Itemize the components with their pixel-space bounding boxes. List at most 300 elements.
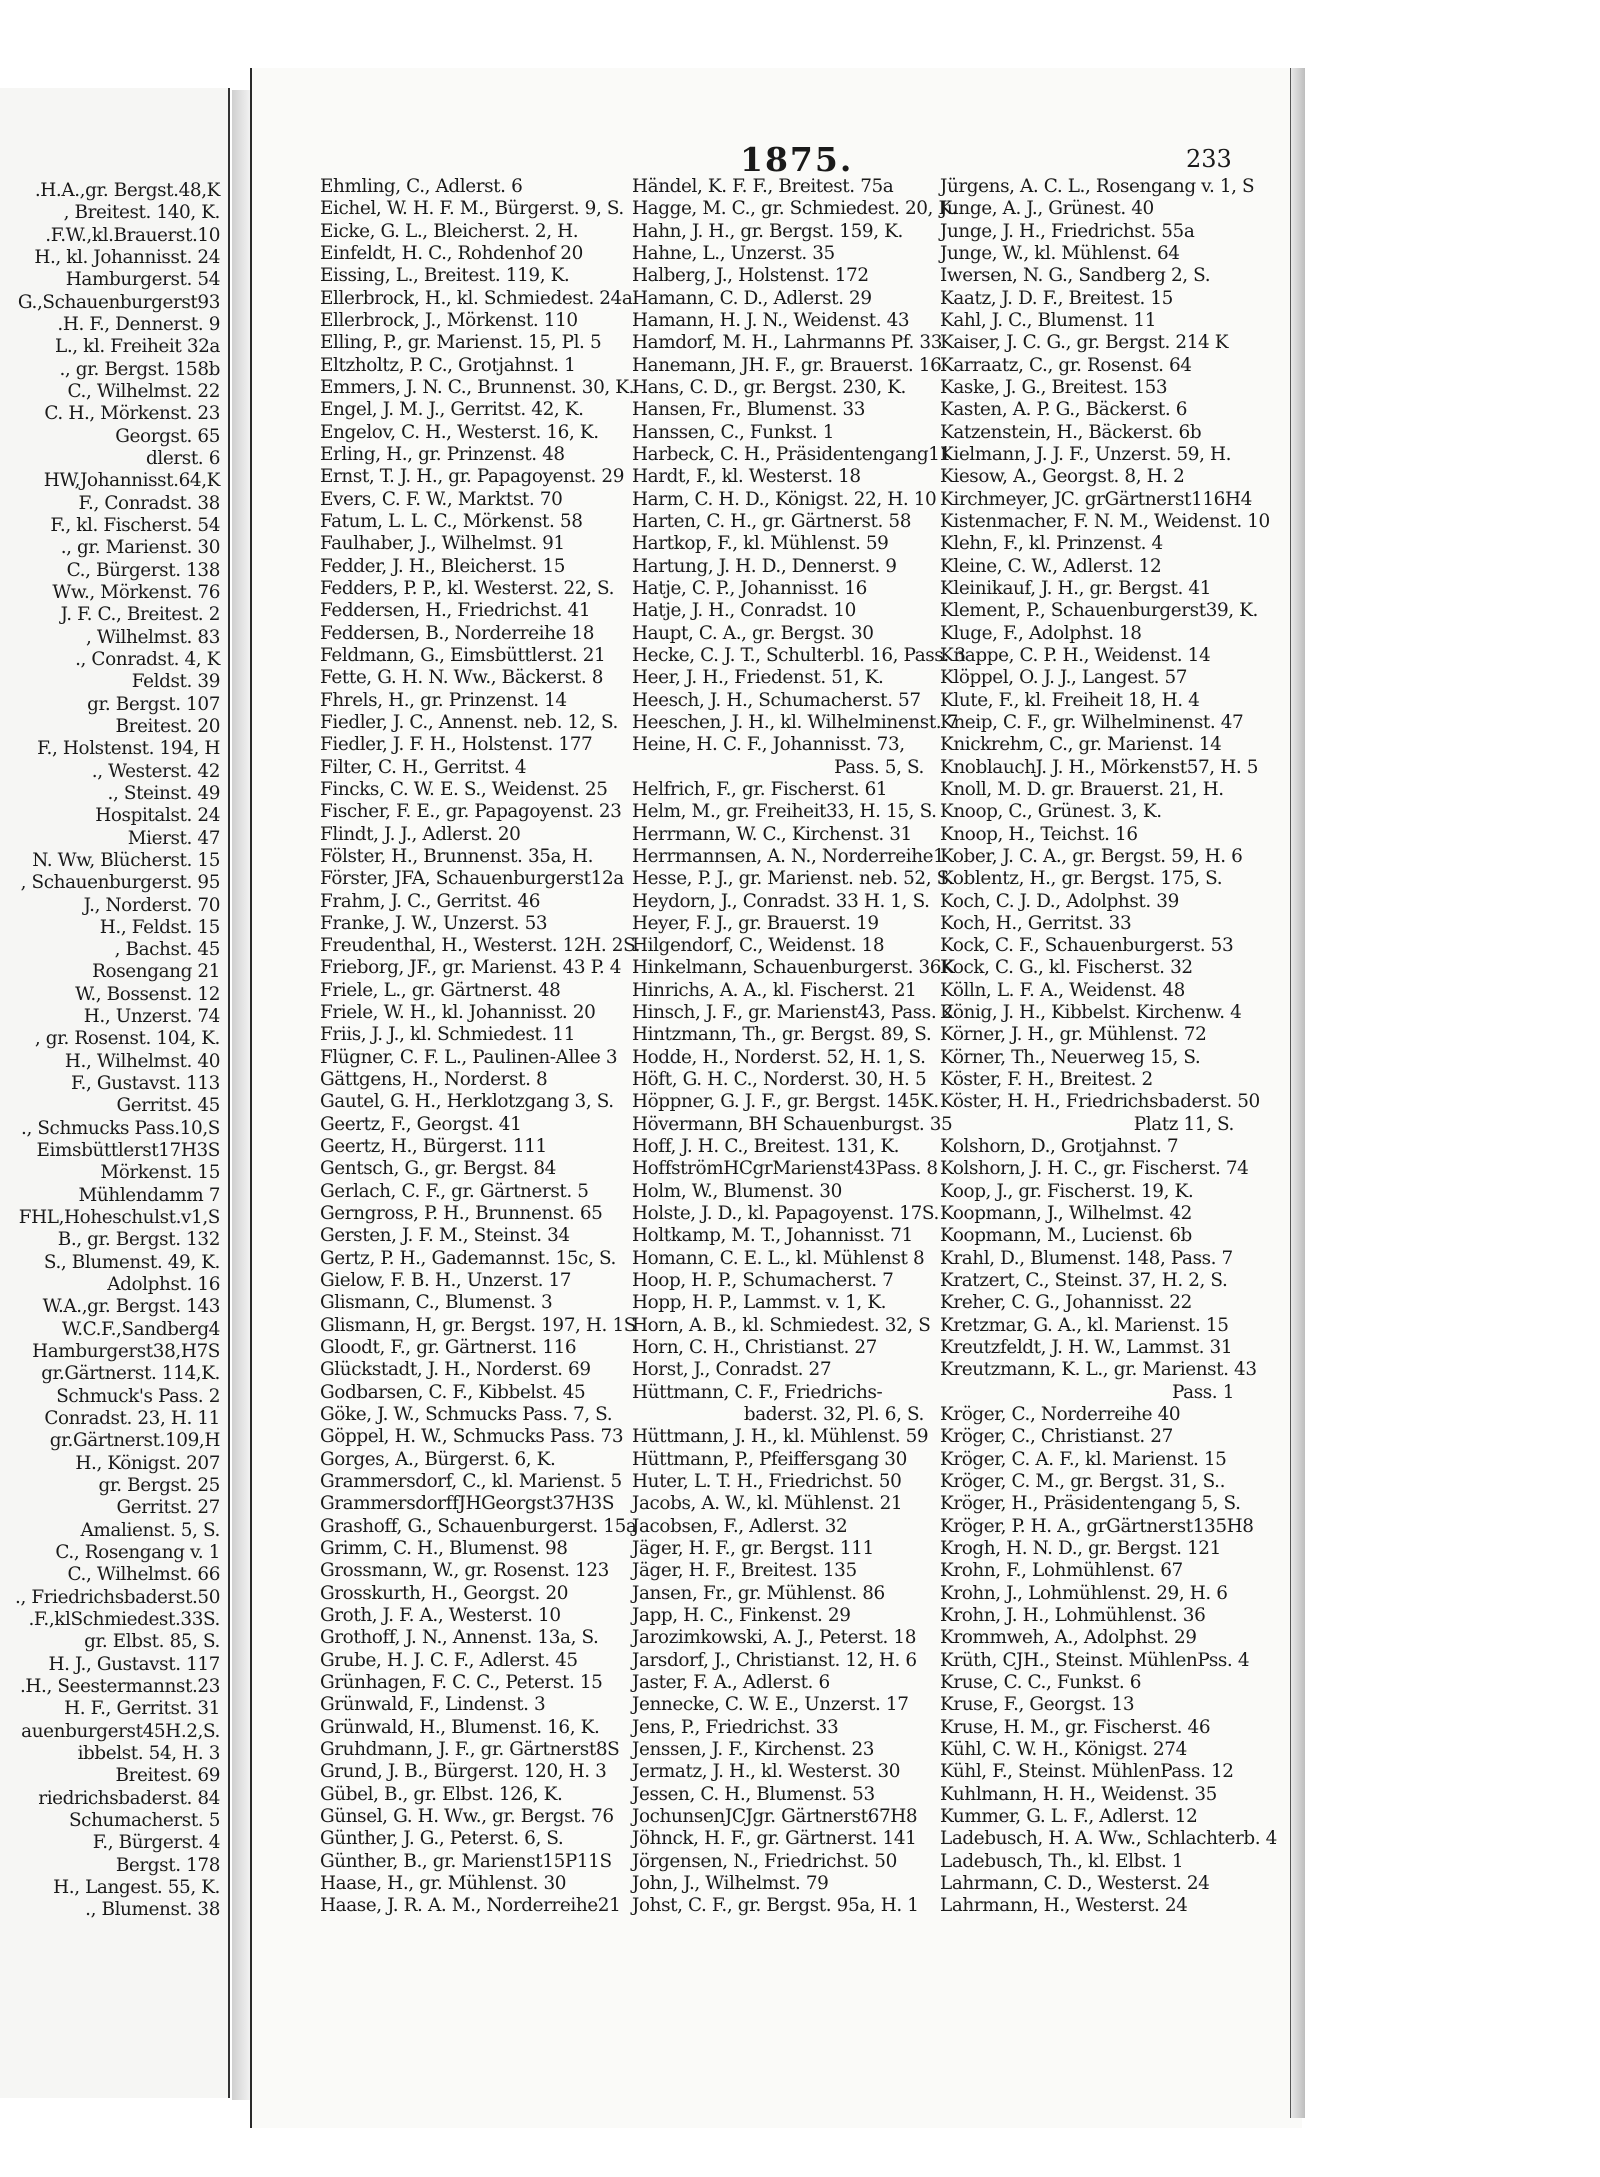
left-page-entry: Mörkenst. 15 bbox=[100, 1162, 220, 1184]
left-page-entry: W.A.,gr. Bergst. 143 bbox=[42, 1296, 220, 1318]
directory-entry: Gersten, J. F. M., Steinst. 34 bbox=[320, 1225, 570, 1247]
directory-entry: Engelov, C. H., Westerst. 16, K. bbox=[320, 421, 599, 443]
directory-entry: Geertz, F., Georgst. 41 bbox=[320, 1113, 522, 1135]
directory-entry: Gerngross, P. H., Brunnenst. 65 bbox=[320, 1203, 603, 1225]
directory-entry: Helm, M., gr. Freiheit33, H. 15, S. bbox=[632, 801, 937, 823]
directory-entry: Koop, J., gr. Fischerst. 19, K. bbox=[940, 1180, 1194, 1202]
directory-entry: Gerlach, C. F., gr. Gärtnerst. 5 bbox=[320, 1180, 589, 1202]
left-page-entry: C. H., Mörkenst. 23 bbox=[44, 403, 220, 425]
left-page-entry: Bergst. 178 bbox=[115, 1854, 220, 1876]
directory-entry: Frieborg, JF., gr. Marienst. 43 P. 4 bbox=[320, 957, 622, 979]
directory-entry: Kluge, F., Adolphst. 18 bbox=[940, 622, 1142, 644]
directory-entry: Gorges, A., Bürgerst. 6, K. bbox=[320, 1448, 556, 1470]
left-page-entry: , Bachst. 45 bbox=[114, 939, 220, 961]
left-page-entry: F., kl. Fischerst. 54 bbox=[50, 514, 220, 536]
directory-entry: Fiedler, J. F. H., Holstenst. 177 bbox=[320, 734, 593, 756]
directory-entry: Hahn, J. H., gr. Bergst. 159, K. bbox=[632, 220, 903, 242]
directory-entry: Kruse, F., Georgst. 13 bbox=[940, 1694, 1135, 1716]
directory-entry: Koblentz, H., gr. Bergst. 175, S. bbox=[940, 868, 1223, 890]
directory-entry: Kock, C. G., kl. Fischerst. 32 bbox=[940, 957, 1193, 979]
directory-entry: Eissing, L., Breitest. 119, K. bbox=[320, 265, 570, 287]
directory-entry: Jäger, H. F., Breitest. 135 bbox=[632, 1560, 857, 1582]
directory-entry: Kölln, L. F. A., Weidenst. 48 bbox=[940, 979, 1185, 1001]
left-page-entry: C., Wilhelmst. 66 bbox=[67, 1564, 220, 1586]
directory-entry: Ladebusch, Th., kl. Elbst. 1 bbox=[940, 1850, 1184, 1872]
directory-entry: Kaiser, J. C. G., gr. Bergst. 214 K bbox=[940, 332, 1229, 354]
directory-entry: Karraatz, C., gr. Rosenst. 64 bbox=[940, 354, 1192, 376]
left-page-entry: Mierst. 47 bbox=[127, 827, 220, 849]
directory-entry: Haase, H., gr. Mühlenst. 30 bbox=[320, 1872, 567, 1894]
directory-entry: Glismann, H, gr. Bergst. 197, H. 1S bbox=[320, 1314, 636, 1336]
directory-entry: Knoll, M. D. gr. Brauerst. 21, H. bbox=[940, 778, 1224, 800]
directory-entry: Hagge, M. C., gr. Schmiedest. 20, K. bbox=[632, 198, 958, 220]
directory-entry: Klement, P., Schauenburgerst39, K. bbox=[940, 600, 1258, 622]
left-page-entry: Eimsbüttlerst17H3S bbox=[36, 1140, 220, 1162]
left-page-entry: HW,Johannisst.64,K bbox=[43, 470, 220, 492]
directory-entry: Göke, J. W., Schmucks Pass. 7, S. bbox=[320, 1404, 613, 1426]
directory-entry: Holtkamp, M. T., Johannisst. 71 bbox=[632, 1225, 913, 1247]
left-page-entry: N. Ww, Blücherst. 15 bbox=[32, 849, 220, 871]
directory-entry: Kasten, A. P. G., Bäckerst. 6 bbox=[940, 399, 1188, 421]
directory-entry: Hamann, C. D., Adlerst. 29 bbox=[632, 287, 872, 309]
left-page-entry: , Breitest. 140, K. bbox=[63, 202, 220, 224]
directory-entry: Gautel, G. H., Herklotzgang 3, S. bbox=[320, 1091, 614, 1113]
left-page-entry: Gerritst. 45 bbox=[116, 1095, 220, 1117]
directory-entry: Friele, W. H., kl. Johannisst. 20 bbox=[320, 1002, 596, 1024]
directory-entry: Hoff, J. H. C., Breitest. 131, K. bbox=[632, 1136, 900, 1158]
directory-entry: Glückstadt, J. H., Norderst. 69 bbox=[320, 1359, 591, 1381]
directory-entry: Lahrmann, H., Westerst. 24 bbox=[940, 1895, 1188, 1917]
directory-entry: Halberg, J., Holstenst. 172 bbox=[632, 265, 869, 287]
directory-entry: Katzenstein, H., Bäckerst. 6b bbox=[940, 421, 1202, 443]
directory-entry: Kock, C. F., Schauenburgerst. 53 bbox=[940, 935, 1234, 957]
directory-entry: Hövermann, BH Schauenburgst. 35 bbox=[632, 1113, 953, 1135]
left-page-entry: Hospitalst. 24 bbox=[95, 805, 220, 827]
directory-entry: Junge, A. J., Grünest. 40 bbox=[940, 198, 1154, 220]
directory-entry: Kirchmeyer, JC. grGärtnerst116H4 bbox=[940, 488, 1252, 510]
directory-entry: Heine, H. C. F., Johannisst. 73, bbox=[632, 734, 905, 756]
left-page-entry: H., Königst. 207 bbox=[75, 1452, 220, 1474]
directory-entry: Jacobs, A. W., kl. Mühlenst. 21 bbox=[632, 1493, 903, 1515]
directory-entry: Hinsch, J. F., gr. Marienst43, Pass. 2 bbox=[632, 1002, 954, 1024]
directory-entry: Kleine, C. W., Adlerst. 12 bbox=[940, 555, 1162, 577]
directory-entry: Lahrmann, C. D., Westerst. 24 bbox=[940, 1872, 1210, 1894]
directory-entry: Höft, G. H. C., Norderst. 30, H. 5 bbox=[632, 1069, 927, 1091]
book-gutter bbox=[232, 90, 250, 2100]
left-page-entry: dlerst. 6 bbox=[146, 447, 220, 469]
directory-entry: Iwersen, N. G., Sandberg 2, S. bbox=[940, 265, 1211, 287]
directory-entry: Hesse, P. J., gr. Marienst. neb. 52, S. bbox=[632, 868, 954, 890]
directory-entry: Jenssen, J. F., Kirchenst. 23 bbox=[632, 1738, 875, 1760]
directory-entry: Grosskurth, H., Georgst. 20 bbox=[320, 1582, 569, 1604]
directory-entry: Kahl, J. C., Blumenst. 11 bbox=[940, 309, 1157, 331]
directory-entry: Kober, J. C. A., gr. Bergst. 59, H. 6 bbox=[940, 845, 1243, 867]
directory-entry: Helfrich, F., gr. Fischerst. 61 bbox=[632, 778, 888, 800]
directory-entry: JochunsenJCJgr. Gärtnerst67H8 bbox=[632, 1805, 918, 1827]
directory-entry: Feddersen, B., Norderreihe 18 bbox=[320, 622, 595, 644]
directory-entry: Heer, J. H., Friedenst. 51, K. bbox=[632, 667, 884, 689]
directory-entry: Erling, H., gr. Prinzenst. 48 bbox=[320, 443, 565, 465]
directory-entry: Kuhlmann, H. H., Weidenst. 35 bbox=[940, 1783, 1217, 1805]
directory-entry: Hecke, C. J. T., Schulterbl. 16, Pass. 3 bbox=[632, 644, 966, 666]
directory-entry: Ellerbrock, H., kl. Schmiedest. 24a bbox=[320, 287, 633, 309]
directory-entry: Harten, C. H., gr. Gärtnerst. 58 bbox=[632, 510, 911, 532]
directory-entry: Jörgensen, N., Friedrichst. 50 bbox=[632, 1850, 897, 1872]
directory-entry: Eicke, G. L., Bleicherst. 2, H. bbox=[320, 220, 579, 242]
directory-entry: Kreutzfeldt, J. H. W., Lammst. 31 bbox=[940, 1337, 1233, 1359]
directory-column-2 bbox=[632, 176, 966, 1918]
left-page-entry: riedrichsbaderst. 84 bbox=[38, 1787, 220, 1809]
directory-entry: Filter, C. H., Gerritst. 4 bbox=[320, 756, 527, 778]
directory-entry: Grothoff, J. N., Annenst. 13a, S. bbox=[320, 1627, 599, 1649]
directory-entry: Fatum, L. L. C., Mörkenst. 58 bbox=[320, 510, 583, 532]
directory-entry: Hardt, F., kl. Westerst. 18 bbox=[632, 466, 861, 488]
page-year-header: 1875. bbox=[740, 140, 854, 179]
left-page-entry: Georgst. 65 bbox=[115, 425, 220, 447]
directory-entry: Fischer, F. E., gr. Papagoyenst. 23 bbox=[320, 801, 622, 823]
directory-entry: Krahl, D., Blumenst. 148, Pass. 7 bbox=[940, 1247, 1233, 1269]
directory-entry: Jennecke, C. W. E., Unzerst. 17 bbox=[632, 1694, 909, 1716]
left-page-entry: G.,Schauenburgerst93 bbox=[17, 291, 220, 313]
left-page-entry: Feldst. 39 bbox=[131, 671, 220, 693]
directory-entry: Klute, F., kl. Freiheit 18, H. 4 bbox=[940, 689, 1200, 711]
directory-entry: Haupt, C. A., gr. Bergst. 30 bbox=[632, 622, 874, 644]
left-page-entry: S., Blumenst. 49, K. bbox=[43, 1251, 220, 1273]
directory-entry: Hansen, Fr., Blumenst. 33 bbox=[632, 399, 866, 421]
left-page-entry: , Wilhelmst. 83 bbox=[85, 626, 220, 648]
directory-entry: Herrmann, W. C., Kirchenst. 31 bbox=[632, 823, 912, 845]
directory-entry: Krohn, J. H., Lohmühlenst. 36 bbox=[940, 1605, 1206, 1626]
directory-entry: Hoop, H. P., Schumacherst. 7 bbox=[632, 1270, 894, 1292]
left-page-entry: Gerritst. 27 bbox=[116, 1497, 220, 1519]
directory-entry: Gättgens, H., Norderst. 8 bbox=[320, 1069, 548, 1091]
directory-entry: Feddersen, H., Friedrichst. 41 bbox=[320, 600, 591, 622]
directory-entry: Hartung, J. H. D., Dennerst. 9 bbox=[632, 555, 897, 577]
directory-entry: Heesch, J. H., Schumacherst. 57 bbox=[632, 689, 921, 711]
directory-entry: Fedder, J. H., Bleicherst. 15 bbox=[320, 555, 566, 577]
left-page-entry: Adolphst. 16 bbox=[107, 1274, 220, 1296]
directory-entry: Grammersdorf, C., kl. Marienst. 5 bbox=[320, 1471, 622, 1493]
directory-entry: Horn, A. B., kl. Schmiedest. 32, S bbox=[632, 1314, 931, 1336]
directory-entry: Franke, J. W., Unzerst. 53 bbox=[320, 912, 548, 934]
directory-entry: Jarsdorf, J., Christianst. 12, H. 6 bbox=[632, 1649, 917, 1671]
directory-entry: Köster, H. H., Friedrichsbaderst. 50 bbox=[940, 1091, 1260, 1113]
left-page-entry: .F.,klSchmiedest.33S. bbox=[28, 1609, 220, 1630]
directory-entry: Kühl, C. W. H., Königst. 274 bbox=[940, 1738, 1187, 1760]
directory-entry: Gentsch, G., gr. Bergst. 84 bbox=[320, 1158, 556, 1180]
directory-entry: Kreutzmann, K. L., gr. Marienst. 43 bbox=[940, 1359, 1257, 1381]
directory-entry: Groth, J. F. A., Westerst. 10 bbox=[320, 1605, 561, 1626]
directory-entry: Körner, J. H., gr. Mühlenst. 72 bbox=[940, 1024, 1207, 1046]
directory-entry: Krüth, CJH., Steinst. MühlenPss. 4 bbox=[940, 1649, 1250, 1671]
directory-entry: Kröger, C. M., gr. Bergst. 31, S.. bbox=[940, 1471, 1226, 1493]
directory-entry: Hatje, J. H., Conradst. 10 bbox=[632, 600, 856, 622]
directory-entry: KnoblauchJ. J. H., Mörkenst57, H. 5 bbox=[940, 756, 1259, 778]
directory-entry: Fiedler, J. C., Annenst. neb. 12, S. bbox=[320, 711, 619, 733]
left-page-entry: J., Norderst. 70 bbox=[83, 894, 220, 916]
left-page-entry: H. J., Gustavst. 117 bbox=[48, 1653, 220, 1675]
directory-entry: Fölster, H., Brunnenst. 35a, H. bbox=[320, 845, 594, 867]
directory-entry: Harm, C. H. D., Königst. 22, H. 10 bbox=[632, 488, 937, 510]
left-page-entry: .H.A.,gr. Bergst.48,K bbox=[34, 180, 220, 201]
left-page-entry: Rosengang 21 bbox=[92, 961, 220, 983]
left-page-entry: Mühlendamm 7 bbox=[78, 1184, 220, 1206]
left-page-entry: .F.W.,kl.Brauerst.10 bbox=[45, 224, 220, 246]
directory-entry: Horn, C. H., Christianst. 27 bbox=[632, 1337, 877, 1359]
left-page-entry: H., Unzerst. 74 bbox=[83, 1006, 220, 1028]
directory-entry: Hanssen, C., Funkst. 1 bbox=[632, 421, 835, 443]
directory-entry: Knoop, H., Teichst. 16 bbox=[940, 823, 1138, 845]
left-page-entry: C., Rosengang v. 1 bbox=[55, 1542, 220, 1564]
directory-entry: Kröger, P. H. A., grGärtnerst135H8 bbox=[940, 1515, 1254, 1537]
directory-entry: Kleinikauf, J. H., gr. Bergst. 41 bbox=[940, 577, 1212, 599]
directory-entry: Junge, J. H., Friedrichst. 55a bbox=[940, 220, 1195, 242]
directory-entry: Fedders, P. P., kl. Westerst. 22, S. bbox=[320, 577, 615, 599]
directory-entry: Japp, H. C., Finkenst. 29 bbox=[632, 1605, 851, 1626]
directory-entry: Kreher, C. G., Johannisst. 22 bbox=[940, 1292, 1192, 1314]
left-page-entry: H., Feldst. 15 bbox=[99, 916, 220, 938]
left-page-entry: J. F. C., Breitest. 2 bbox=[60, 604, 220, 626]
directory-entry: Feldmann, G., Eimsbüttlerst. 21 bbox=[320, 644, 606, 666]
directory-entry: HoffströmHCgrMarienst43Pass. 8 bbox=[632, 1158, 938, 1180]
directory-entry: Jansen, Fr., gr. Mühlenst. 86 bbox=[632, 1582, 885, 1604]
directory-entry: Jöhnck, H. F., gr. Gärtnerst. 141 bbox=[632, 1828, 917, 1850]
left-page-entry: Schmuck's Pass. 2 bbox=[56, 1385, 220, 1407]
directory-entry: Hüttmann, C. F., Friedrichs- bbox=[632, 1381, 883, 1403]
directory-entry: Hamann, H. J. N., Weidenst. 43 bbox=[632, 309, 910, 331]
left-page-entry: Ww., Mörkenst. 76 bbox=[52, 581, 220, 603]
directory-entry: Grund, J. B., Bürgerst. 120, H. 3 bbox=[320, 1761, 607, 1783]
directory-entry: Friele, L., gr. Gärtnerst. 48 bbox=[320, 979, 561, 1001]
directory-entry: Grossmann, W., gr. Rosenst. 123 bbox=[320, 1560, 609, 1582]
left-page-entry: Hamburgerst38,H7S bbox=[32, 1341, 220, 1363]
directory-entry: Kröger, C., Christianst. 27 bbox=[940, 1426, 1173, 1448]
directory-entry: Engel, J. M. J., Gerritst. 42, K. bbox=[320, 399, 584, 421]
directory-entry: Eltzholtz, P. C., Grotjahnst. 1 bbox=[320, 354, 576, 376]
directory-entry: Hatje, C. P., Johannisst. 16 bbox=[632, 577, 867, 599]
directory-entry: Pass. 1 bbox=[1172, 1381, 1234, 1403]
directory-entry: Pass. 5, S. bbox=[834, 756, 924, 778]
directory-entry: Geertz, H., Bürgerst. 111 bbox=[320, 1136, 547, 1158]
directory-entry: GrammersdorffJHGeorgst37H3S bbox=[320, 1493, 615, 1515]
directory-entry: Gielow, F. B. H., Unzerst. 17 bbox=[320, 1270, 572, 1292]
left-page-entry: L., kl. Freiheit 32a bbox=[55, 336, 220, 358]
left-page-column bbox=[0, 180, 220, 1922]
directory-entry: Kolshorn, D., Grotjahnst. 7 bbox=[940, 1136, 1179, 1158]
left-page-entry: Conradst. 23, H. 11 bbox=[44, 1408, 220, 1430]
directory-entry: Emmers, J. N. C., Brunnenst. 30, K. bbox=[320, 376, 635, 398]
left-page-entry: ibbelst. 54, H. 3 bbox=[77, 1742, 220, 1764]
left-page-entry: H., kl. Johannisst. 24 bbox=[34, 246, 220, 268]
directory-column-3 bbox=[940, 176, 1277, 1918]
directory-entry: Grube, H. J. C. F., Adlerst. 45 bbox=[320, 1649, 578, 1671]
directory-entry: Huter, L. T. H., Friedrichst. 50 bbox=[632, 1471, 902, 1493]
directory-entry: Ladebusch, H. A. Ww., Schlachterb. 4 bbox=[940, 1828, 1277, 1850]
left-page-entry: B., gr. Bergst. 132 bbox=[57, 1229, 220, 1251]
directory-entry: Holste, J. D., kl. Papagoyenst. 17S. bbox=[632, 1203, 939, 1225]
left-page-entry: C., Bürgerst. 138 bbox=[66, 559, 220, 581]
left-page-entry: H. F., Gerritst. 31 bbox=[64, 1698, 220, 1720]
directory-entry: Kruse, C. C., Funkst. 6 bbox=[940, 1671, 1142, 1693]
left-page-entry: Amalienst. 5, S. bbox=[80, 1519, 220, 1541]
directory-entry: Hodde, H., Norderst. 52, H. 1, S. bbox=[632, 1046, 926, 1068]
directory-entry: Freudenthal, H., Westerst. 12H. 2S. bbox=[320, 935, 641, 957]
directory-entry: Gloodt, F., gr. Gärtnerst. 116 bbox=[320, 1337, 577, 1359]
directory-entry: Heydorn, J., Conradst. 33 H. 1, S. bbox=[632, 890, 930, 912]
directory-entry: Koch, C. J. D., Adolphst. 39 bbox=[940, 890, 1179, 912]
directory-entry: Godbarsen, C. F., Kibbelst. 45 bbox=[320, 1381, 586, 1403]
page-number: 233 bbox=[1186, 145, 1232, 173]
directory-entry: Krohn, F., Lohmühlenst. 67 bbox=[940, 1560, 1183, 1582]
directory-entry: Hüttmann, P., Pfeiffersgang 30 bbox=[632, 1448, 907, 1470]
left-page-entry: W., Bossenst. 12 bbox=[75, 983, 220, 1005]
directory-entry: Grünwald, F., Lindenst. 3 bbox=[320, 1694, 546, 1716]
directory-entry: Koch, H., Gerritst. 33 bbox=[940, 912, 1132, 934]
directory-entry: Ernst, T. J. H., gr. Papagoyenst. 29 bbox=[320, 466, 625, 488]
directory-entry: Homann, C. E. L., kl. Mühlenst 8 bbox=[632, 1247, 925, 1269]
directory-entry: Elling, P., gr. Marienst. 15, Pl. 5 bbox=[320, 332, 602, 354]
left-page-entry: gr. Elbst. 85, S. bbox=[84, 1631, 220, 1653]
directory-entry: Einfeldt, H. C., Rohdenhof 20 bbox=[320, 242, 583, 264]
directory-column-1 bbox=[320, 176, 641, 1918]
left-page-entry: ., Steinst. 49 bbox=[107, 782, 220, 804]
directory-entry: Fhrels, H., gr. Prinzenst. 14 bbox=[320, 689, 567, 711]
directory-entry: Hartkop, F., kl. Mühlenst. 59 bbox=[632, 533, 889, 555]
directory-entry: Glismann, C., Blumenst. 3 bbox=[320, 1292, 553, 1314]
directory-entry: Hüttmann, J. H., kl. Mühlenst. 59 bbox=[632, 1426, 929, 1448]
left-page-entry: C., Wilhelmst. 22 bbox=[67, 380, 220, 402]
directory-entry: Fincks, C. W. E. S., Weidenst. 25 bbox=[320, 778, 608, 800]
directory-entry: Heeschen, J. H., kl. Wilhelminenst. 7 bbox=[632, 711, 959, 733]
directory-entry: Jacobsen, F., Adlerst. 32 bbox=[632, 1515, 848, 1537]
directory-entry: Frahm, J. C., Gerritst. 46 bbox=[320, 890, 541, 912]
left-page-entry: ., gr. Marienst. 30 bbox=[60, 537, 220, 559]
directory-entry: Klehn, F., kl. Prinzenst. 4 bbox=[940, 533, 1163, 555]
left-page-entry: F., Conradst. 38 bbox=[78, 492, 220, 514]
directory-entry: Kühl, F., Steinst. MühlenPass. 12 bbox=[940, 1761, 1234, 1783]
directory-entry: Kröger, C., Norderreihe 40 bbox=[940, 1404, 1181, 1426]
directory-entry: Jürgens, A. C. L., Rosengang v. 1, S bbox=[940, 176, 1255, 197]
left-page-entry: Schumacherst. 5 bbox=[68, 1809, 220, 1831]
directory-entry: Koopmann, J., Wilhelmst. 42 bbox=[940, 1203, 1192, 1225]
directory-entry: Jermatz, J. H., kl. Westerst. 30 bbox=[632, 1761, 901, 1783]
directory-entry: Kruse, H. M., gr. Fischerst. 46 bbox=[940, 1716, 1211, 1738]
left-page-entry: , gr. Rosenst. 104, K. bbox=[34, 1028, 220, 1050]
directory-entry: Kistenmacher, F. N. M., Weidenst. 10 bbox=[940, 510, 1270, 532]
directory-entry: Grünwald, H., Blumenst. 16, K. bbox=[320, 1716, 600, 1738]
directory-entry: Ellerbrock, J., Mörkenst. 110 bbox=[320, 309, 578, 331]
directory-entry: Jens, P., Friedrichst. 33 bbox=[632, 1716, 839, 1738]
directory-entry: Hahne, L., Unzerst. 35 bbox=[632, 242, 835, 264]
directory-entry: Händel, K. F. F., Breitest. 75a bbox=[632, 176, 894, 197]
left-page-entry: FHL,Hoheschulst.v1,S bbox=[18, 1207, 220, 1229]
directory-entry: Ehmling, C., Adlerst. 6 bbox=[320, 176, 523, 197]
directory-entry: Herrmannsen, A. N., Norderreihe1 bbox=[632, 845, 945, 867]
directory-entry: Heyer, F. J., gr. Brauerst. 19 bbox=[632, 912, 879, 934]
directory-entry: Horst, J., Conradst. 27 bbox=[632, 1359, 832, 1381]
directory-entry: Kummer, G. L. F., Adlerst. 12 bbox=[940, 1805, 1198, 1827]
directory-entry: Junge, W., kl. Mühlenst. 64 bbox=[940, 242, 1180, 264]
directory-entry: Gruhdmann, J. F., gr. Gärtnerst8S bbox=[320, 1738, 620, 1760]
left-page-entry: ., Schmucks Pass.10,S bbox=[21, 1117, 220, 1139]
directory-entry: Evers, C. F. W., Marktst. 70 bbox=[320, 488, 563, 510]
left-page-entry: gr. Bergst. 107 bbox=[87, 693, 220, 715]
directory-entry: Grashoff, G., Schauenburgerst. 15a bbox=[320, 1515, 637, 1537]
left-page-entry: ., Friedrichsbaderst.50 bbox=[15, 1586, 220, 1608]
directory-entry: Hans, C. D., gr. Bergst. 230, K. bbox=[632, 376, 907, 398]
left-page-entry: auenburgerst45H.2,S. bbox=[21, 1720, 220, 1742]
page-edge bbox=[1290, 68, 1305, 2118]
directory-entry: Eichel, W. H. F. M., Bürgerst. 9, S. bbox=[320, 198, 624, 220]
directory-entry: Faulhaber, J., Wilhelmst. 91 bbox=[320, 533, 565, 555]
left-page-entry: Breitest. 20 bbox=[115, 715, 220, 737]
left-page-entry: W.C.F.,Sandberg4 bbox=[61, 1318, 220, 1340]
left-page-entry: F., Bürgerst. 4 bbox=[92, 1832, 220, 1854]
left-page-entry: ., gr. Bergst. 158b bbox=[59, 358, 220, 380]
directory-entry: Kretzmar, G. A., kl. Marienst. 15 bbox=[940, 1314, 1229, 1336]
directory-entry: Kielmann, J. J. F., Unzerst. 59, H. bbox=[940, 443, 1232, 465]
directory-entry: Hopp, H. P., Lammst. v. 1, K. bbox=[632, 1292, 887, 1314]
left-page-entry: .H., Seestermannst.23 bbox=[19, 1675, 220, 1697]
directory-entry: Körner, Th., Neuerweg 15, S. bbox=[940, 1046, 1201, 1068]
directory-entry: Jäger, H. F., gr. Bergst. 111 bbox=[632, 1538, 874, 1560]
directory-entry: Kröger, C. A. F., kl. Marienst. 15 bbox=[940, 1448, 1227, 1470]
directory-entry: Kaske, J. G., Breitest. 153 bbox=[940, 376, 1168, 398]
left-page-entry: F., Holstenst. 194, H bbox=[37, 738, 220, 760]
left-page-entry: gr.Gärtnerst. 114,K. bbox=[41, 1363, 220, 1385]
left-page-entry: , Schauenburgerst. 95 bbox=[20, 872, 220, 894]
left-page-entry: ., Conradst. 4, K bbox=[75, 648, 220, 670]
directory-entry: Jarozimkowski, A. J., Peterst. 18 bbox=[632, 1627, 916, 1649]
directory-entry: Fette, G. H. N. Ww., Bäckerst. 8 bbox=[320, 667, 604, 689]
left-page-entry: .H. F., Dennerst. 9 bbox=[57, 313, 220, 335]
left-page-entry: ., Westerst. 42 bbox=[91, 760, 220, 782]
directory-entry: Friis, J. J., kl. Schmiedest. 11 bbox=[320, 1024, 576, 1046]
directory-entry: Flügner, C. F. L., Paulinen-Allee 3 bbox=[320, 1046, 618, 1068]
left-page-fragment bbox=[0, 88, 230, 2098]
directory-entry: Haase, J. R. A. M., Norderreihe21 bbox=[320, 1895, 621, 1917]
directory-entry: Günther, J. G., Peterst. 6, S. bbox=[320, 1828, 564, 1850]
directory-entry: Jaster, F. A., Adlerst. 6 bbox=[632, 1671, 830, 1693]
directory-entry: Hanemann, JH. F., gr. Brauerst. 16 bbox=[632, 354, 942, 376]
left-page-entry: gr.Gärtnerst.109,H bbox=[49, 1430, 220, 1452]
directory-entry: Johst, C. F., gr. Bergst. 95a, H. 1 bbox=[632, 1895, 919, 1917]
directory-entry: Koopmann, M., Lucienst. 6b bbox=[940, 1225, 1192, 1247]
directory-entry: Krogh, H. N. D., gr. Bergst. 121 bbox=[940, 1538, 1221, 1560]
directory-entry: Holm, W., Blumenst. 30 bbox=[632, 1180, 842, 1202]
left-page-entry: Breitest. 69 bbox=[115, 1765, 220, 1787]
directory-entry: Hintzmann, Th., gr. Bergst. 89, S. bbox=[632, 1024, 932, 1046]
directory-entry: Grünhagen, F. C. C., Peterst. 15 bbox=[320, 1671, 603, 1693]
directory-entry: Krohn, J., Lohmühlenst. 29, H. 6 bbox=[940, 1582, 1228, 1604]
directory-entry: John, J., Wilhelmst. 79 bbox=[632, 1872, 829, 1894]
directory-entry: Göppel, H. W., Schmucks Pass. 73 bbox=[320, 1426, 624, 1448]
directory-entry: Günther, B., gr. Marienst15P11S bbox=[320, 1850, 612, 1872]
directory-entry: Günsel, G. H. Ww., gr. Bergst. 76 bbox=[320, 1805, 614, 1827]
directory-entry: Köster, F. H., Breitest. 2 bbox=[940, 1069, 1153, 1091]
directory-entry: Knoop, C., Grünest. 3, K. bbox=[940, 801, 1162, 823]
directory-entry: König, J. H., Kibbelst. Kirchenw. 4 bbox=[940, 1002, 1242, 1024]
directory-entry: Hinrichs, A. A., kl. Fischerst. 21 bbox=[632, 979, 917, 1001]
left-page-entry: ., Blumenst. 38 bbox=[85, 1899, 220, 1921]
directory-entry: Hinkelmann, Schauenburgerst. 36K bbox=[632, 957, 955, 979]
directory-entry: Kaatz, J. D. F., Breitest. 15 bbox=[940, 287, 1173, 309]
directory-entry: Höppner, G. J. F., gr. Bergst. 145K. bbox=[632, 1091, 939, 1113]
directory-entry: Hamdorf, M. H., Lahrmanns Pf. 33 bbox=[632, 332, 943, 354]
directory-entry: Krommweh, A., Adolphst. 29 bbox=[940, 1627, 1197, 1649]
directory-entry: Förster, JFA, Schauenburgerst12a bbox=[320, 868, 624, 890]
directory-entry: Kiesow, A., Georgst. 8, H. 2 bbox=[940, 466, 1185, 488]
